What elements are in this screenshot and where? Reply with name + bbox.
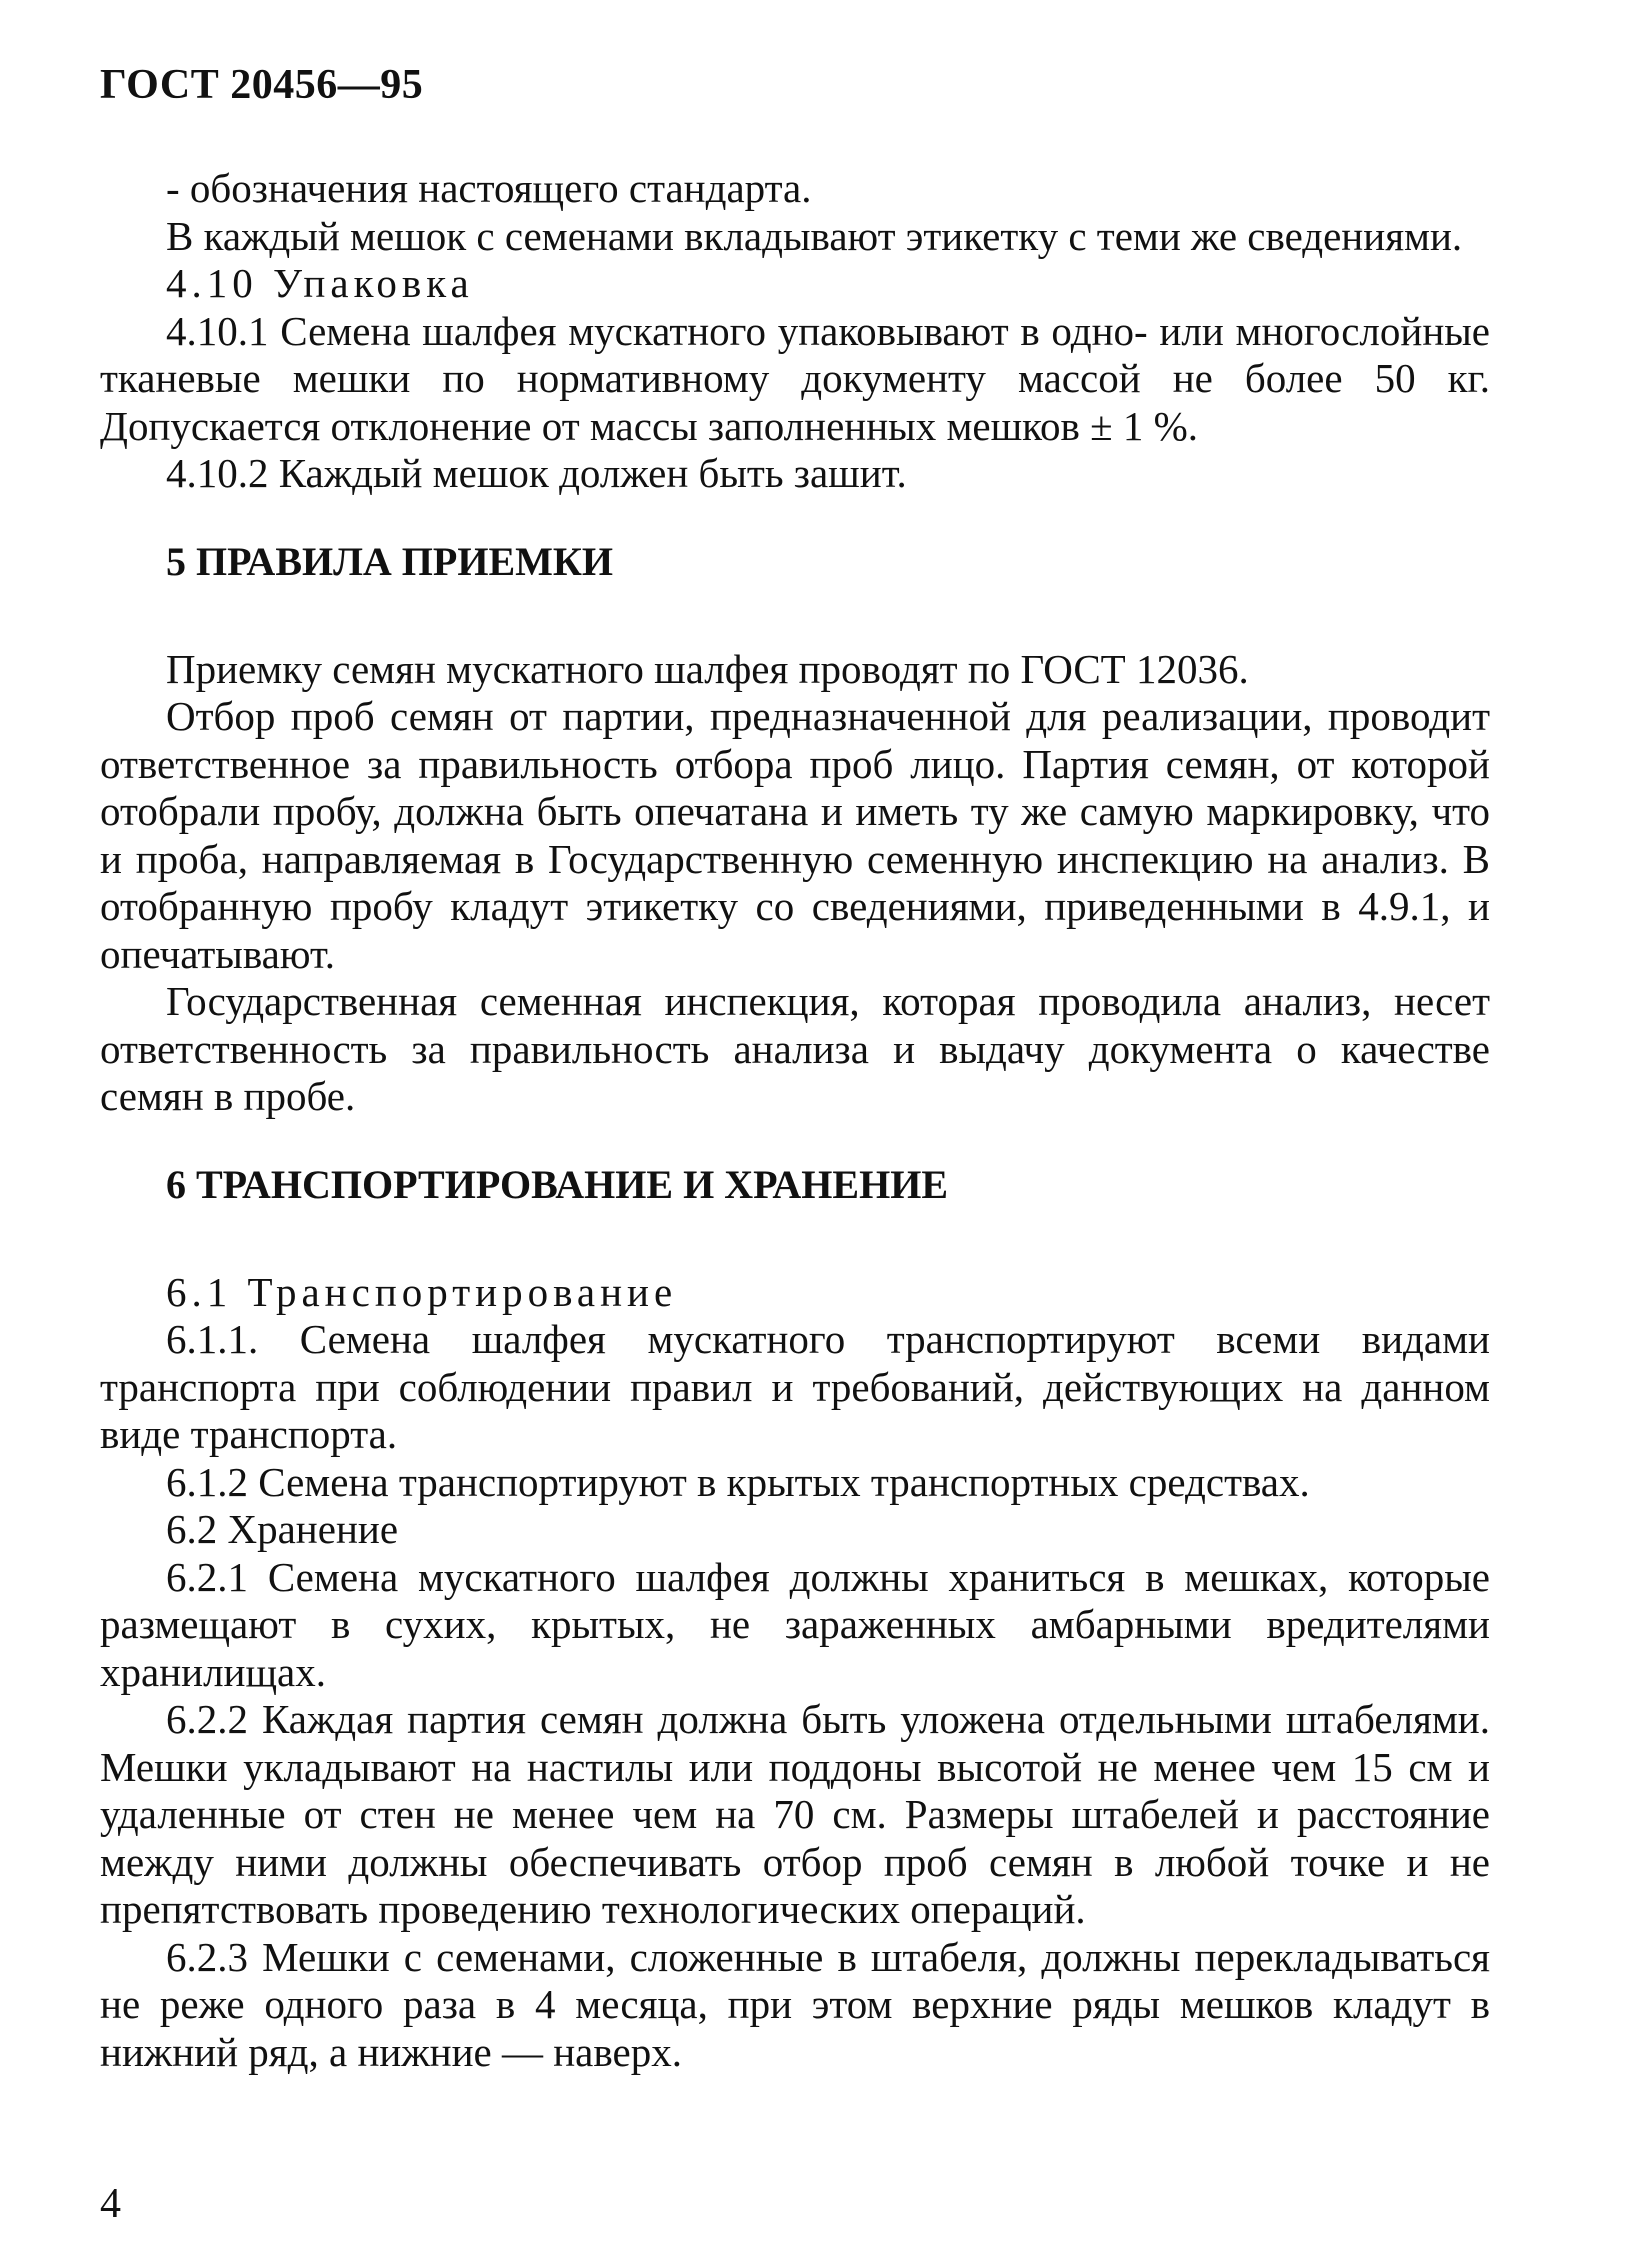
section-title: 5 ПРАВИЛА ПРИЕМКИ	[166, 538, 614, 584]
subsection-heading: 6.1 Транспортирование	[166, 1268, 678, 1315]
paragraph: В каждый мешок с семенами вкладывают этикетку с теми же сведениями.	[166, 212, 1463, 259]
document-header: ГОСТ 20456—95	[100, 62, 424, 108]
paragraph: 4.10.1 Семена шалфея мускатного упаковывают в одно- или многослойные тканевые мешки по нормативному документу массой не более 50 кг. Допускается отклонение от массы заполненных мешков ± 1 %.	[100, 307, 1490, 449]
subsection-heading: 4.10 Упаковка	[166, 260, 474, 306]
paragraph: Государственная семенная инспекция, которая проводила анализ, несет ответственность за правильность анализа и выдачу документа о качестве семян в пробе.	[100, 978, 1490, 1119]
paragraph: 6.2.3 Мешки с семенами, сложенные в штабеля, должны перекладываться не реже одного раза в 4 месяца, при этом верхние ряды мешков кладут в нижний ряд, а нижние — наверх.	[100, 1933, 1490, 2075]
subsection-heading: 6.2 Хранение	[166, 1506, 399, 1552]
paragraph: 6.1.1. Семена шалфея мускатного транспортируют всеми видами транспорта при соблюдении правил и требований, действующих на данном виде транспорта.	[100, 1316, 1490, 1457]
paragraph: - обозначения настоящего стандарта.	[166, 165, 812, 211]
paragraph: Отбор проб семян от партии, предназначенной для реализации, проводит ответственное за правильность отбора проб лицо. Партия семян, от которой отобрали пробу, должна быть опечатана и иметь ту же самую маркировку, что и проба, направляемая в Государственную семенную инспекцию на анализ. В отобранную пробу кладут этикетку со сведениями, приведенными в 4.9.1, и опечатывают.	[100, 693, 1490, 977]
paragraph: 6.1.2 Семена транспортируют в крытых транспортных средствах.	[166, 1458, 1310, 1505]
paragraph: 6.2.1 Семена мускатного шалфея должны храниться в мешках, которые размещают в сухих, крытых, не зараженных амбарными вредителями хранилищах.	[100, 1553, 1490, 1695]
paragraph: 4.10.2 Каждый мешок должен быть зашит.	[166, 450, 907, 496]
document-page	[100, 60, 1490, 2210]
paragraph: Приемку семян мускатного шалфея проводят по ГОСТ 12036.	[166, 645, 1249, 692]
paragraph: 6.2.2 Каждая партия семян должна быть уложена отдельными штабелями. Мешки укладывают на настилы или поддоны высотой не менее чем 15 см и удаленные от стен не менее чем на 70 см. Размеры штабелей и расстояние между ними должны обеспечивать отбор проб семян в любой точке и не препятствовать проведению технологических операций.	[100, 1696, 1490, 1932]
page-number: 4	[100, 2181, 121, 2227]
section-title: 6 ТРАНСПОРТИРОВАНИЕ И ХРАНЕНИЕ	[166, 1161, 948, 1207]
